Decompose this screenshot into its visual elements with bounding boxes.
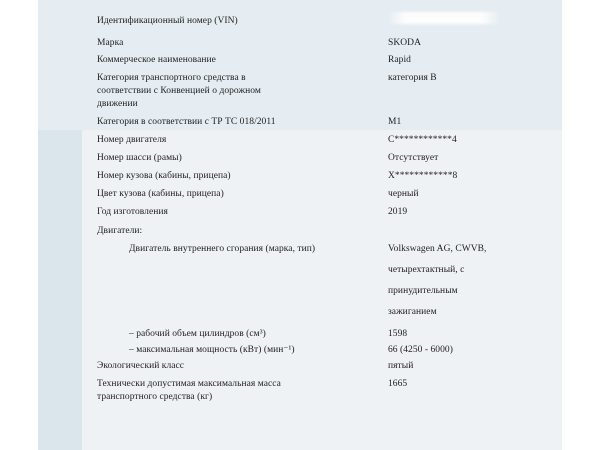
redacted-vin-mark [388,12,500,24]
max-power-label: – максимальная мощность (кВт) (мин⁻¹) [129,345,295,355]
engine-number-value: C************4 [388,135,457,145]
year-label: Год изготовления [97,207,168,217]
body-color-label: Цвет кузова (кабины, прицепа) [97,189,224,199]
commercial-name-value: Rapid [388,55,411,65]
displacement-label: – рабочий объем цилиндров (см³) [129,329,266,339]
page-margin-left [0,0,38,450]
brand-value: SKODA [388,38,421,48]
ice-value-line-2: четырехтактный, с [388,265,465,275]
chassis-number-value: Отсутствует [388,153,439,163]
max-mass-label: Технически допустимая максимальная масса транспортного средства (кг) [97,379,281,402]
vin-label: Идентификационный номер (VIN) [97,16,238,26]
year-value: 2019 [388,207,408,217]
body-number-value: X************8 [388,171,458,181]
document-panel-left [38,130,82,450]
commercial-name-label: Коммерческое наименование [97,55,216,65]
body-color-value: черный [388,189,419,199]
page-margin-right [562,0,600,450]
ice-label: Двигатель внутреннего сгорания (марка, тип) [129,244,316,254]
max-power-value: 66 (4250 - 6000) [388,345,453,355]
ice-value-line-1: Volkswagen AG, CWVB, [388,244,487,254]
eco-class-value: пятый [388,361,414,371]
engine-number-label: Номер двигателя [97,135,167,145]
brand-label: Марка [97,38,124,48]
max-mass-value: 1665 [388,379,408,389]
chassis-number-label: Номер шасси (рамы) [97,153,182,163]
displacement-value: 1598 [388,329,408,339]
ice-value-line-4: зажиганием [388,307,437,317]
vehicle-category-label: Категория транспортного средства в соответствии с Конвенцией о дорожном движении [97,73,261,109]
engines-heading: Двигатели: [97,226,143,236]
category-tr-value: M1 [388,117,402,127]
ice-value-line-3: принудительным [388,286,458,296]
body-number-label: Номер кузова (кабины, прицепа) [97,171,231,181]
eco-class-label: Экологический класс [97,361,185,371]
vehicle-category-value: категория B [388,73,437,83]
category-tr-label: Категория в соответствии с ТР ТС 018/2011 [97,117,276,127]
